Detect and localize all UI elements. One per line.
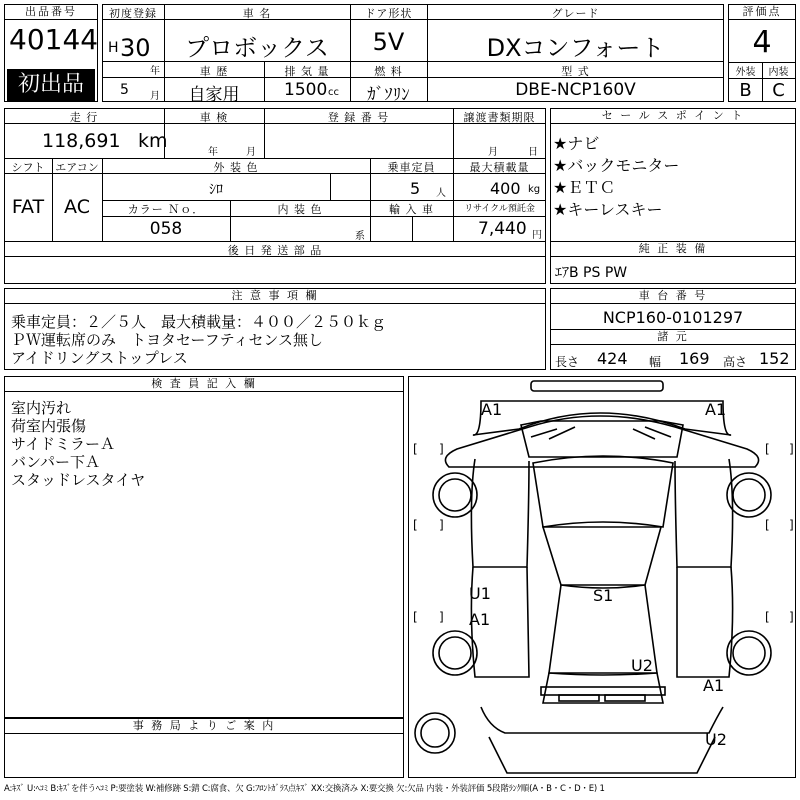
interior-grade: C bbox=[772, 80, 785, 101]
grade-label: グレード bbox=[551, 7, 600, 20]
shift-label: シフト bbox=[11, 161, 45, 174]
damage-mark: U1 bbox=[469, 584, 491, 603]
grade: DXコンフォート bbox=[486, 34, 665, 62]
inspection-month-unit: 月 bbox=[246, 147, 256, 158]
displacement-label: 排 気 量 bbox=[284, 65, 330, 78]
length-label: 長さ bbox=[555, 355, 580, 369]
equipment-box bbox=[550, 241, 796, 284]
notes-label: 注 意 事 項 欄 bbox=[5, 289, 545, 304]
door-type: 5V bbox=[372, 28, 405, 56]
width-label: 幅 bbox=[649, 355, 662, 369]
first-listing-badge: 初出品 bbox=[7, 69, 95, 101]
sales-label: セ ー ル ス ポ イ ン ト bbox=[551, 109, 795, 124]
bracket: ] bbox=[439, 610, 444, 624]
bracket: [ bbox=[413, 610, 418, 624]
width: 169 bbox=[679, 349, 710, 368]
bracket: [ bbox=[765, 610, 770, 624]
reg-month: 5 bbox=[120, 82, 129, 98]
notes-box bbox=[4, 288, 546, 370]
sales-point: ★キーレスキー bbox=[553, 200, 663, 219]
bracket: [ bbox=[413, 518, 418, 532]
dims-label: 諸 元 bbox=[551, 330, 795, 345]
load-unit: kg bbox=[528, 184, 541, 195]
note-line: 乗車定員：２／５人 最大積載量：４００／２５０ｋｇ bbox=[11, 313, 387, 331]
damage-mark: A1 bbox=[481, 400, 503, 419]
inspection-year-unit: 年 bbox=[208, 147, 218, 158]
displacement: 1500 bbox=[284, 80, 328, 100]
history-label: 車 歴 bbox=[199, 65, 229, 78]
interior-label: 内装 bbox=[768, 67, 789, 78]
mileage-unit: km bbox=[138, 130, 168, 152]
mileage-label: 走 行 bbox=[69, 111, 99, 124]
bracket: [ bbox=[765, 442, 770, 456]
reg-label: 初度登録 bbox=[109, 7, 157, 20]
colorno-label: カラー Ｎｏ． bbox=[127, 203, 205, 216]
office-label: 事 務 局 よ り ご 案 内 bbox=[5, 719, 403, 734]
year-unit: 年 bbox=[150, 66, 160, 77]
length: 424 bbox=[597, 349, 628, 368]
bracket: ] bbox=[789, 442, 794, 456]
capacity: 5 bbox=[410, 179, 421, 198]
ac: AC bbox=[64, 196, 90, 218]
load-label: 最大積載量 bbox=[469, 161, 530, 174]
score: 4 bbox=[752, 25, 772, 60]
bracket: ] bbox=[789, 518, 794, 532]
transfer-day-unit: 日 bbox=[528, 147, 538, 158]
mileage: 118,691 bbox=[42, 130, 121, 152]
ac-label: エアコン bbox=[55, 161, 99, 174]
interior-color-unit: 系 bbox=[355, 231, 365, 242]
later-parts-label: 後 日 発 送 部 品 bbox=[227, 244, 323, 257]
exterior-color: ｼﾛ bbox=[209, 182, 223, 198]
name-label: 車 名 bbox=[242, 7, 272, 20]
shift: FAT bbox=[11, 196, 45, 218]
model-label: 型 式 bbox=[561, 65, 590, 78]
equipment: ｴｱB PS PW bbox=[555, 265, 628, 281]
chassis-label: 車 台 番 号 bbox=[551, 289, 795, 304]
inspection-label: 車 検 bbox=[199, 111, 229, 124]
interior-color-label: 内 装 色 bbox=[277, 203, 323, 216]
inspector-line: サイドミラーＡ bbox=[11, 435, 115, 453]
inspector-line: バンパー下Ａ bbox=[11, 453, 100, 471]
score-label: 評価点 bbox=[729, 5, 795, 20]
capacity-label: 乗車定員 bbox=[387, 161, 436, 174]
transfer-label: 譲渡書類期限 bbox=[463, 111, 536, 124]
note-line: ＰＷ運転席のみ トヨタセーフティセンス無し bbox=[11, 331, 324, 349]
door-label: ドア形状 bbox=[364, 7, 413, 20]
transfer-month-unit: 月 bbox=[488, 147, 498, 158]
height-label: 高さ bbox=[723, 355, 748, 369]
chassis-number: NCP160-0101297 bbox=[602, 308, 744, 327]
displacement-unit: cc bbox=[328, 87, 339, 98]
capacity-unit: 人 bbox=[436, 188, 446, 199]
sales-points-box bbox=[550, 108, 796, 242]
note-line: アイドリングストップレス bbox=[11, 349, 188, 367]
score-box bbox=[728, 4, 796, 102]
sales-point: ★ＥＴＣ bbox=[553, 178, 616, 197]
recycle-label: リサイクル預託金 bbox=[464, 204, 535, 214]
damage-mark: A1 bbox=[705, 400, 727, 419]
equipment-label: 純 正 装 備 bbox=[551, 242, 795, 257]
lot-label: 出品番号 bbox=[5, 5, 97, 20]
recycle-unit: 円 bbox=[532, 230, 542, 241]
damage-diagram bbox=[408, 376, 796, 778]
inspector-box bbox=[4, 376, 404, 718]
regno-label: 登 録 番 号 bbox=[327, 111, 390, 124]
model-code: DBE-NCP160V bbox=[515, 80, 636, 100]
car-name: プロボックス bbox=[185, 34, 329, 62]
damage-mark: S1 bbox=[593, 586, 614, 605]
era: H bbox=[108, 40, 119, 56]
sales-point: ★バックモニター bbox=[553, 156, 680, 175]
exterior-grade: B bbox=[739, 80, 752, 101]
recycle-deposit: 7,440 bbox=[478, 219, 527, 239]
height: 152 bbox=[759, 349, 790, 368]
inspector-line: 荷室内張傷 bbox=[11, 417, 87, 435]
bracket: ] bbox=[439, 518, 444, 532]
damage-mark: A1 bbox=[703, 676, 725, 695]
exterior-label: 外装 bbox=[735, 67, 756, 78]
sales-point: ★ナビ bbox=[553, 134, 600, 153]
color-number: 058 bbox=[149, 219, 183, 239]
damage-mark: U2 bbox=[705, 730, 727, 749]
inspector-label: 検 査 員 記 入 欄 bbox=[5, 377, 403, 392]
legend: A:ｷｽﾞ U:ﾍｺﾐ B:ｷｽﾞを伴うﾍｺﾐ P:要塗装 W:補修跡 S:錆 C:腐食、欠 G:ﾌﾛﾝﾄｶﾞﾗｽ点ｷｽﾞ XX:交換済み X:要交換 欠:欠品 内装・外装評価 5段階ﾗﾝｸ順(A・B・C・D・E) 1 bbox=[4, 784, 605, 794]
bracket: ] bbox=[789, 610, 794, 624]
fuel-label: 燃 料 bbox=[374, 65, 403, 78]
history: 自家用 bbox=[188, 85, 240, 105]
lot-box bbox=[4, 4, 98, 102]
month-unit: 月 bbox=[150, 91, 160, 102]
import-label: 輸 入 車 bbox=[389, 203, 434, 216]
bracket: [ bbox=[413, 442, 418, 456]
reg-year: 30 bbox=[120, 34, 151, 62]
car-outline bbox=[409, 377, 795, 777]
bracket: [ bbox=[765, 518, 770, 532]
lot-number: 40144 bbox=[9, 23, 99, 56]
chassis-box bbox=[550, 288, 796, 370]
inspector-line: スタッドレスタイヤ bbox=[11, 471, 146, 489]
color-label: 外 装 色 bbox=[213, 161, 259, 174]
fuel: ｶﾞｿﾘﾝ bbox=[367, 85, 410, 105]
office-box bbox=[4, 718, 404, 778]
bracket: ] bbox=[439, 442, 444, 456]
damage-mark: U2 bbox=[631, 656, 653, 675]
inspector-line: 室内汚れ bbox=[11, 399, 72, 417]
max-load: 400 bbox=[490, 179, 521, 198]
damage-mark: A1 bbox=[469, 610, 491, 629]
